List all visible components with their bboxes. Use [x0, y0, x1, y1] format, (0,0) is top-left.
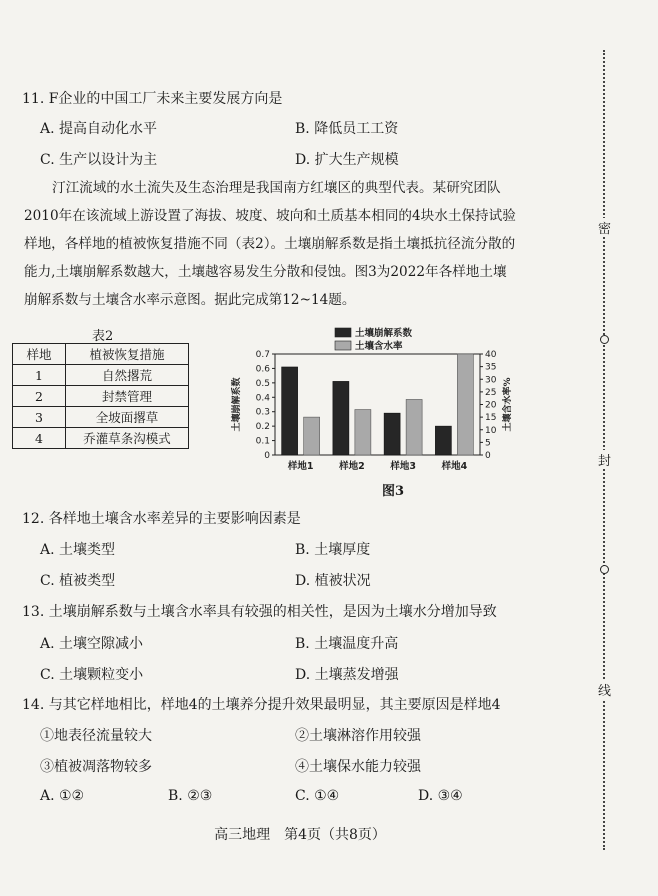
y-tick-label-left: 0 [264, 451, 270, 461]
table-header-cell: 样地 [13, 344, 66, 365]
passage-line: 2010年在该流域上游设置了海拔、坡度、坡向和土质基本相同的4块水土保持试验 [24, 208, 516, 224]
bar-water-content [406, 399, 422, 455]
y-tick-label-right: 35 [485, 362, 497, 373]
passage-text [24, 174, 544, 314]
q12-option-c[interactable]: C. 植被类型 [40, 573, 116, 589]
q11-option-d[interactable]: D. 扩大生产规模 [295, 152, 399, 168]
q14-option-c[interactable]: C. ①④ [295, 788, 340, 804]
table-row [13, 428, 189, 449]
y-tick-label-left: 0.2 [255, 422, 270, 433]
bar-water-content [457, 354, 473, 455]
q12-option-d[interactable]: D. 植被状况 [295, 573, 371, 589]
q11-option-a[interactable]: A. 提高自动化水平 [40, 121, 158, 137]
bar-collapse-coefficient [384, 413, 400, 455]
question-13-stem: 13. 土壤崩解系数与土壤含水率具有较强的相关性，是因为土壤水分增加导致 [22, 604, 497, 620]
binding-label-mi: 密 [598, 218, 611, 237]
y-tick-label-left: 0.4 [255, 393, 270, 404]
y-tick-label-right: 5 [485, 438, 491, 449]
table-cell: 4 [13, 428, 66, 449]
q14-option-d[interactable]: D. ③④ [418, 788, 463, 804]
q13-option-a[interactable]: A. 土壤空隙减小 [40, 636, 144, 652]
y-tick-label-right: 15 [485, 413, 497, 424]
y-tick-label-left: 0.3 [255, 407, 270, 418]
y-tick-label-left: 0.5 [255, 378, 270, 389]
table-row [13, 386, 189, 407]
table-header-row [13, 344, 189, 365]
table-cell: 1 [13, 365, 66, 386]
x-tick-label: 样地4 [441, 461, 468, 472]
binding-label-xian: 线 [598, 680, 611, 699]
passage-line: 能力,土壤崩解系数越大，土壤越容易发生分散和侵蚀。图3为2022年各样地土壤 [24, 264, 507, 280]
x-tick-label: 样地1 [287, 461, 314, 472]
y-axis-label-right: 土壤含水率% [503, 377, 513, 432]
y-tick-label-right: 20 [485, 400, 497, 411]
figure-3-caption: 图3 [382, 484, 405, 499]
question-14-stem: 14. 与其它样地相比，样地4的土壤养分提升效果最明显，其主要原因是样地4 [22, 697, 501, 713]
legend-label: 土壤崩解系数 [355, 328, 413, 339]
table-2-title: 表2 [92, 329, 114, 344]
binding-label-feng: 封 [598, 450, 611, 469]
y-tick-label-right: 10 [485, 425, 497, 436]
question-12-stem: 12. 各样地土壤含水率差异的主要影响因素是 [22, 511, 301, 527]
legend-swatch [335, 341, 351, 350]
table-header-cell: 植被恢复措施 [66, 344, 189, 365]
passage-line: 崩解系数与土壤含水率示意图。据此完成第12~14题。 [24, 292, 356, 308]
q14-statement-2: ②土壤淋溶作用较强 [295, 728, 421, 744]
y-tick-label-right: 0 [485, 451, 491, 461]
y-tick-label-right: 25 [485, 387, 497, 398]
figure-3-chart [225, 322, 525, 502]
question-11-stem: 11. F企业的中国工厂未来主要发展方向是 [22, 91, 283, 107]
legend-label: 土壤含水率 [355, 341, 403, 352]
y-tick-label-left: 0.6 [255, 364, 270, 375]
x-tick-label: 样地2 [339, 461, 365, 472]
table-cell: 乔灌草条沟模式 [66, 428, 189, 449]
y-tick-label-left: 0.7 [255, 350, 270, 360]
q14-statement-3: ③植被凋落物较多 [40, 759, 152, 775]
q13-option-c[interactable]: C. 土壤颗粒变小 [40, 667, 144, 683]
bar-collapse-coefficient [282, 367, 298, 455]
bar-collapse-coefficient [435, 426, 451, 455]
q14-statement-4: ④土壤保水能力较强 [295, 759, 421, 775]
bar-water-content [304, 417, 320, 455]
table-cell: 3 [13, 407, 66, 428]
table-row [13, 407, 189, 428]
page-footer: 高三地理 第4页（共8页） [214, 827, 386, 843]
y-axis-label-left: 土壤崩解系数 [232, 377, 242, 432]
q14-statement-1: ①地表径流量较大 [40, 728, 152, 744]
passage-line: 样地，各样地的植被恢复措施不同（表2）。土壤崩解系数是指土壤抵抗径流分散的 [24, 236, 516, 252]
table-cell: 全坡面撂草 [66, 407, 189, 428]
table-row [13, 365, 189, 386]
table-2 [12, 343, 189, 449]
table-cell: 封禁管理 [66, 386, 189, 407]
table-cell: 自然撂荒 [66, 365, 189, 386]
q13-option-b[interactable]: B. 土壤温度升高 [295, 636, 399, 652]
table-cell: 2 [13, 386, 66, 407]
q12-option-a[interactable]: A. 土壤类型 [40, 542, 116, 558]
passage-line: 汀江流域的水土流失及生态治理是我国南方红壤区的典型代表。某研究团队 [52, 180, 501, 196]
q13-option-d[interactable]: D. 土壤蒸发增强 [295, 667, 399, 683]
y-tick-label-right: 40 [485, 350, 497, 360]
y-tick-label-left: 0.1 [255, 436, 270, 447]
legend-swatch [335, 328, 351, 337]
bar-water-content [355, 410, 371, 455]
q11-option-c[interactable]: C. 生产以设计为主 [40, 152, 158, 168]
q14-option-a[interactable]: A. ①② [40, 788, 85, 804]
q11-option-b[interactable]: B. 降低员工工资 [295, 121, 399, 137]
q14-option-b[interactable]: B. ②③ [168, 788, 213, 804]
binding-circle-1 [600, 335, 609, 344]
bar-collapse-coefficient [333, 381, 349, 455]
binding-circle-2 [600, 565, 609, 574]
q12-option-b[interactable]: B. 土壤厚度 [295, 542, 371, 558]
y-tick-label-right: 30 [485, 375, 497, 386]
x-tick-label: 样地3 [390, 461, 416, 472]
